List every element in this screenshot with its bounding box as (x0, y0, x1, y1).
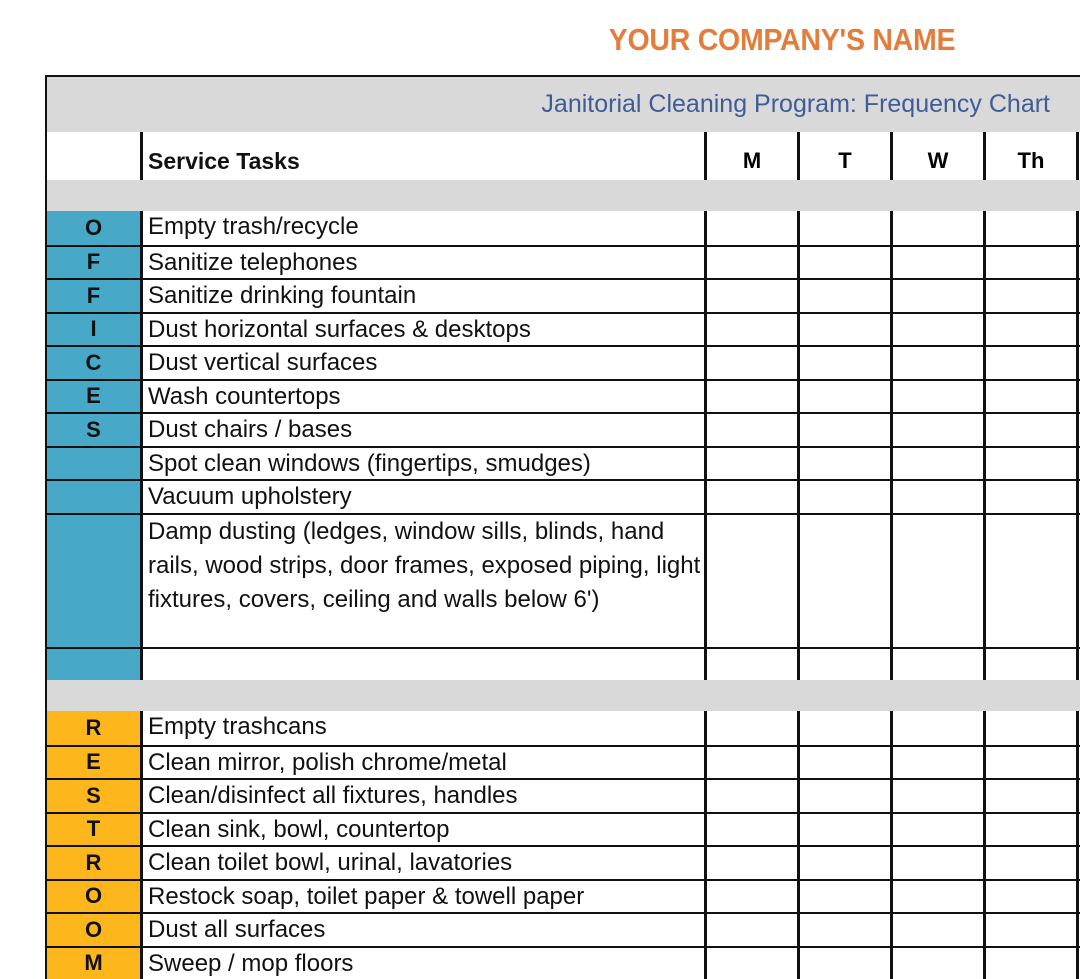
section-letter (47, 481, 140, 513)
day-cell-next[interactable] (1076, 881, 1080, 913)
day-cell-next[interactable] (1076, 414, 1080, 446)
day-cell-m[interactable] (704, 948, 797, 979)
day-cell-w[interactable] (890, 948, 983, 979)
section-letter: O (47, 914, 140, 946)
day-cell-m[interactable] (704, 747, 797, 779)
table-row (47, 278, 1080, 312)
day-cell-t[interactable] (797, 881, 890, 913)
day-cell-th[interactable] (983, 780, 1076, 812)
task-cell[interactable] (140, 649, 704, 681)
day-cell-th[interactable] (983, 314, 1076, 346)
title-band (47, 77, 1080, 132)
day-cell-next[interactable] (1076, 747, 1080, 779)
day-cell-t[interactable] (797, 280, 890, 312)
table-row (47, 778, 1080, 812)
day-cell-w[interactable] (890, 481, 983, 513)
task-cell[interactable]: Wash countertops (140, 381, 704, 413)
day-cell-th[interactable] (983, 481, 1076, 513)
day-cell-th[interactable] (983, 414, 1076, 446)
day-cell-w[interactable] (890, 649, 983, 681)
day-cell-t[interactable] (797, 314, 890, 346)
table-row (47, 446, 1080, 480)
day-cell-next[interactable] (1076, 247, 1080, 279)
header-row (47, 132, 1080, 180)
header-day-thursday: Th (983, 132, 1076, 180)
task-cell[interactable]: Restock soap, toilet paper & towell paper (140, 881, 704, 913)
day-cell-m[interactable] (704, 448, 797, 480)
day-cell-w[interactable] (890, 280, 983, 312)
day-cell-w[interactable] (890, 381, 983, 413)
day-cell-next[interactable] (1076, 814, 1080, 846)
day-cell-next[interactable] (1076, 649, 1080, 681)
day-cell-next[interactable] (1076, 280, 1080, 312)
day-cell-th[interactable] (983, 247, 1076, 279)
day-cell-next[interactable] (1076, 914, 1080, 946)
day-cell-th[interactable] (983, 747, 1076, 779)
day-cell-m[interactable] (704, 711, 797, 745)
section-letter (47, 649, 140, 681)
day-cell-m[interactable] (704, 649, 797, 681)
day-cell-t[interactable] (797, 711, 890, 745)
day-cell-t[interactable] (797, 914, 890, 946)
task-cell[interactable]: Vacuum upholstery (140, 481, 704, 513)
section-letter: E (47, 747, 140, 779)
section-letter: M (47, 948, 140, 979)
task-cell[interactable]: Empty trashcans (140, 711, 704, 745)
day-cell-t[interactable] (797, 481, 890, 513)
day-cell-next[interactable] (1076, 481, 1080, 513)
section-letter: F (47, 280, 140, 312)
task-cell[interactable]: Dust chairs / bases (140, 414, 704, 446)
table-row (47, 647, 1080, 681)
day-cell-t[interactable] (797, 515, 890, 647)
task-cell[interactable]: Clean mirror, polish chrome/metal (140, 747, 704, 779)
day-cell-t[interactable] (797, 948, 890, 979)
day-cell-m[interactable] (704, 881, 797, 913)
header-day-next (1076, 132, 1080, 180)
day-cell-next[interactable] (1076, 314, 1080, 346)
section-letter: I (47, 314, 140, 346)
day-cell-w[interactable] (890, 711, 983, 745)
day-cell-m[interactable] (704, 314, 797, 346)
day-cell-m[interactable] (704, 481, 797, 513)
section-letter: R (47, 847, 140, 879)
day-cell-m[interactable] (704, 847, 797, 879)
day-cell-next[interactable] (1076, 711, 1080, 745)
table-row (47, 412, 1080, 446)
section-letter: C (47, 347, 140, 379)
day-cell-next[interactable] (1076, 381, 1080, 413)
day-cell-w[interactable] (890, 247, 983, 279)
section-letter: E (47, 381, 140, 413)
day-cell-t[interactable] (797, 247, 890, 279)
day-cell-w[interactable] (890, 881, 983, 913)
day-cell-w[interactable] (890, 347, 983, 379)
day-cell-th[interactable] (983, 881, 1076, 913)
task-cell[interactable]: Sanitize telephones (140, 247, 704, 279)
day-cell-m[interactable] (704, 780, 797, 812)
day-cell-th[interactable] (983, 211, 1076, 245)
table-row (47, 345, 1080, 379)
day-cell-th[interactable] (983, 280, 1076, 312)
day-cell-t[interactable] (797, 780, 890, 812)
section-letter (47, 515, 140, 647)
task-cell[interactable]: Sweep / mop floors (140, 948, 704, 979)
section-letter: S (47, 414, 140, 446)
task-cell[interactable]: Dust vertical surfaces (140, 347, 704, 379)
section-letter: R (47, 711, 140, 745)
day-cell-w[interactable] (890, 314, 983, 346)
day-cell-th[interactable] (983, 347, 1076, 379)
table-row (47, 912, 1080, 946)
section-letter: O (47, 881, 140, 913)
section-divider-restrooms (47, 680, 1080, 711)
table-row (47, 745, 1080, 779)
day-cell-m[interactable] (704, 247, 797, 279)
day-cell-m[interactable] (704, 381, 797, 413)
section-divider-offices (47, 180, 1080, 211)
task-cell[interactable]: Damp dusting (ledges, window sills, blinds, hand rails, wood strips, door frames, exposed piping, light fixtures, covers, ceiling and walls below 6') (140, 515, 704, 647)
company-name: YOUR COMPANY'S NAME (63, 22, 1080, 58)
task-cell[interactable]: Sanitize drinking fountain (140, 280, 704, 312)
day-cell-th[interactable] (983, 847, 1076, 879)
day-cell-th[interactable] (983, 814, 1076, 846)
task-cell[interactable]: Empty trash/recycle (140, 211, 704, 245)
day-cell-t[interactable] (797, 414, 890, 446)
task-cell[interactable]: Clean/disinfect all fixtures, handles (140, 780, 704, 812)
day-cell-next[interactable] (1076, 515, 1080, 647)
day-cell-w[interactable] (890, 814, 983, 846)
header-service-tasks: Service Tasks (140, 132, 704, 180)
day-cell-th[interactable] (983, 649, 1076, 681)
day-cell-m[interactable] (704, 914, 797, 946)
header-day-monday: M (704, 132, 797, 180)
day-cell-m[interactable] (704, 515, 797, 647)
section-letter: T (47, 814, 140, 846)
day-cell-th[interactable] (983, 914, 1076, 946)
day-cell-th[interactable] (983, 448, 1076, 480)
day-cell-next[interactable] (1076, 780, 1080, 812)
table-row (47, 513, 1080, 647)
table-row (47, 946, 1080, 979)
day-cell-next[interactable] (1076, 347, 1080, 379)
header-blank-cell (47, 132, 140, 180)
day-cell-m[interactable] (704, 280, 797, 312)
table-row (47, 879, 1080, 913)
day-cell-next[interactable] (1076, 847, 1080, 879)
day-cell-t[interactable] (797, 814, 890, 846)
frequency-chart-table (45, 75, 1080, 979)
day-cell-th[interactable] (983, 381, 1076, 413)
day-cell-t[interactable] (797, 381, 890, 413)
day-cell-t[interactable] (797, 847, 890, 879)
header-day-wednesday: W (890, 132, 983, 180)
day-cell-w[interactable] (890, 914, 983, 946)
day-cell-th[interactable] (983, 711, 1076, 745)
day-cell-th[interactable] (983, 948, 1076, 979)
day-cell-m[interactable] (704, 347, 797, 379)
task-cell[interactable]: Dust all surfaces (140, 914, 704, 946)
day-cell-m[interactable] (704, 414, 797, 446)
day-cell-w[interactable] (890, 448, 983, 480)
day-cell-w[interactable] (890, 780, 983, 812)
day-cell-m[interactable] (704, 211, 797, 245)
day-cell-t[interactable] (797, 649, 890, 681)
day-cell-th[interactable] (983, 515, 1076, 647)
table-row (47, 312, 1080, 346)
day-cell-t[interactable] (797, 747, 890, 779)
day-cell-w[interactable] (890, 211, 983, 245)
section-letter: F (47, 247, 140, 279)
table-row (47, 379, 1080, 413)
table-row (47, 812, 1080, 846)
day-cell-t[interactable] (797, 448, 890, 480)
section-letter (47, 448, 140, 480)
restrooms-section (47, 711, 1080, 979)
table-row (47, 845, 1080, 879)
day-cell-w[interactable] (890, 847, 983, 879)
day-cell-next[interactable] (1076, 948, 1080, 979)
section-letter: S (47, 780, 140, 812)
day-cell-w[interactable] (890, 747, 983, 779)
table-row (47, 711, 1080, 745)
table-row (47, 211, 1080, 245)
task-cell[interactable]: Clean sink, bowl, countertop (140, 814, 704, 846)
day-cell-t[interactable] (797, 347, 890, 379)
day-cell-next[interactable] (1076, 211, 1080, 245)
day-cell-t[interactable] (797, 211, 890, 245)
section-letter: O (47, 211, 140, 245)
day-cell-w[interactable] (890, 515, 983, 647)
chart-subtitle: Janitorial Cleaning Program: Frequency Chart (541, 90, 1050, 119)
table-row (47, 245, 1080, 279)
day-cell-m[interactable] (704, 814, 797, 846)
task-cell[interactable]: Spot clean windows (fingertips, smudges) (140, 448, 704, 480)
header-day-tuesday: T (797, 132, 890, 180)
offices-section (47, 211, 1080, 680)
task-cell[interactable]: Clean toilet bowl, urinal, lavatories (140, 847, 704, 879)
day-cell-w[interactable] (890, 414, 983, 446)
day-cell-next[interactable] (1076, 448, 1080, 480)
table-row (47, 479, 1080, 513)
task-cell[interactable]: Dust horizontal surfaces & desktops (140, 314, 704, 346)
